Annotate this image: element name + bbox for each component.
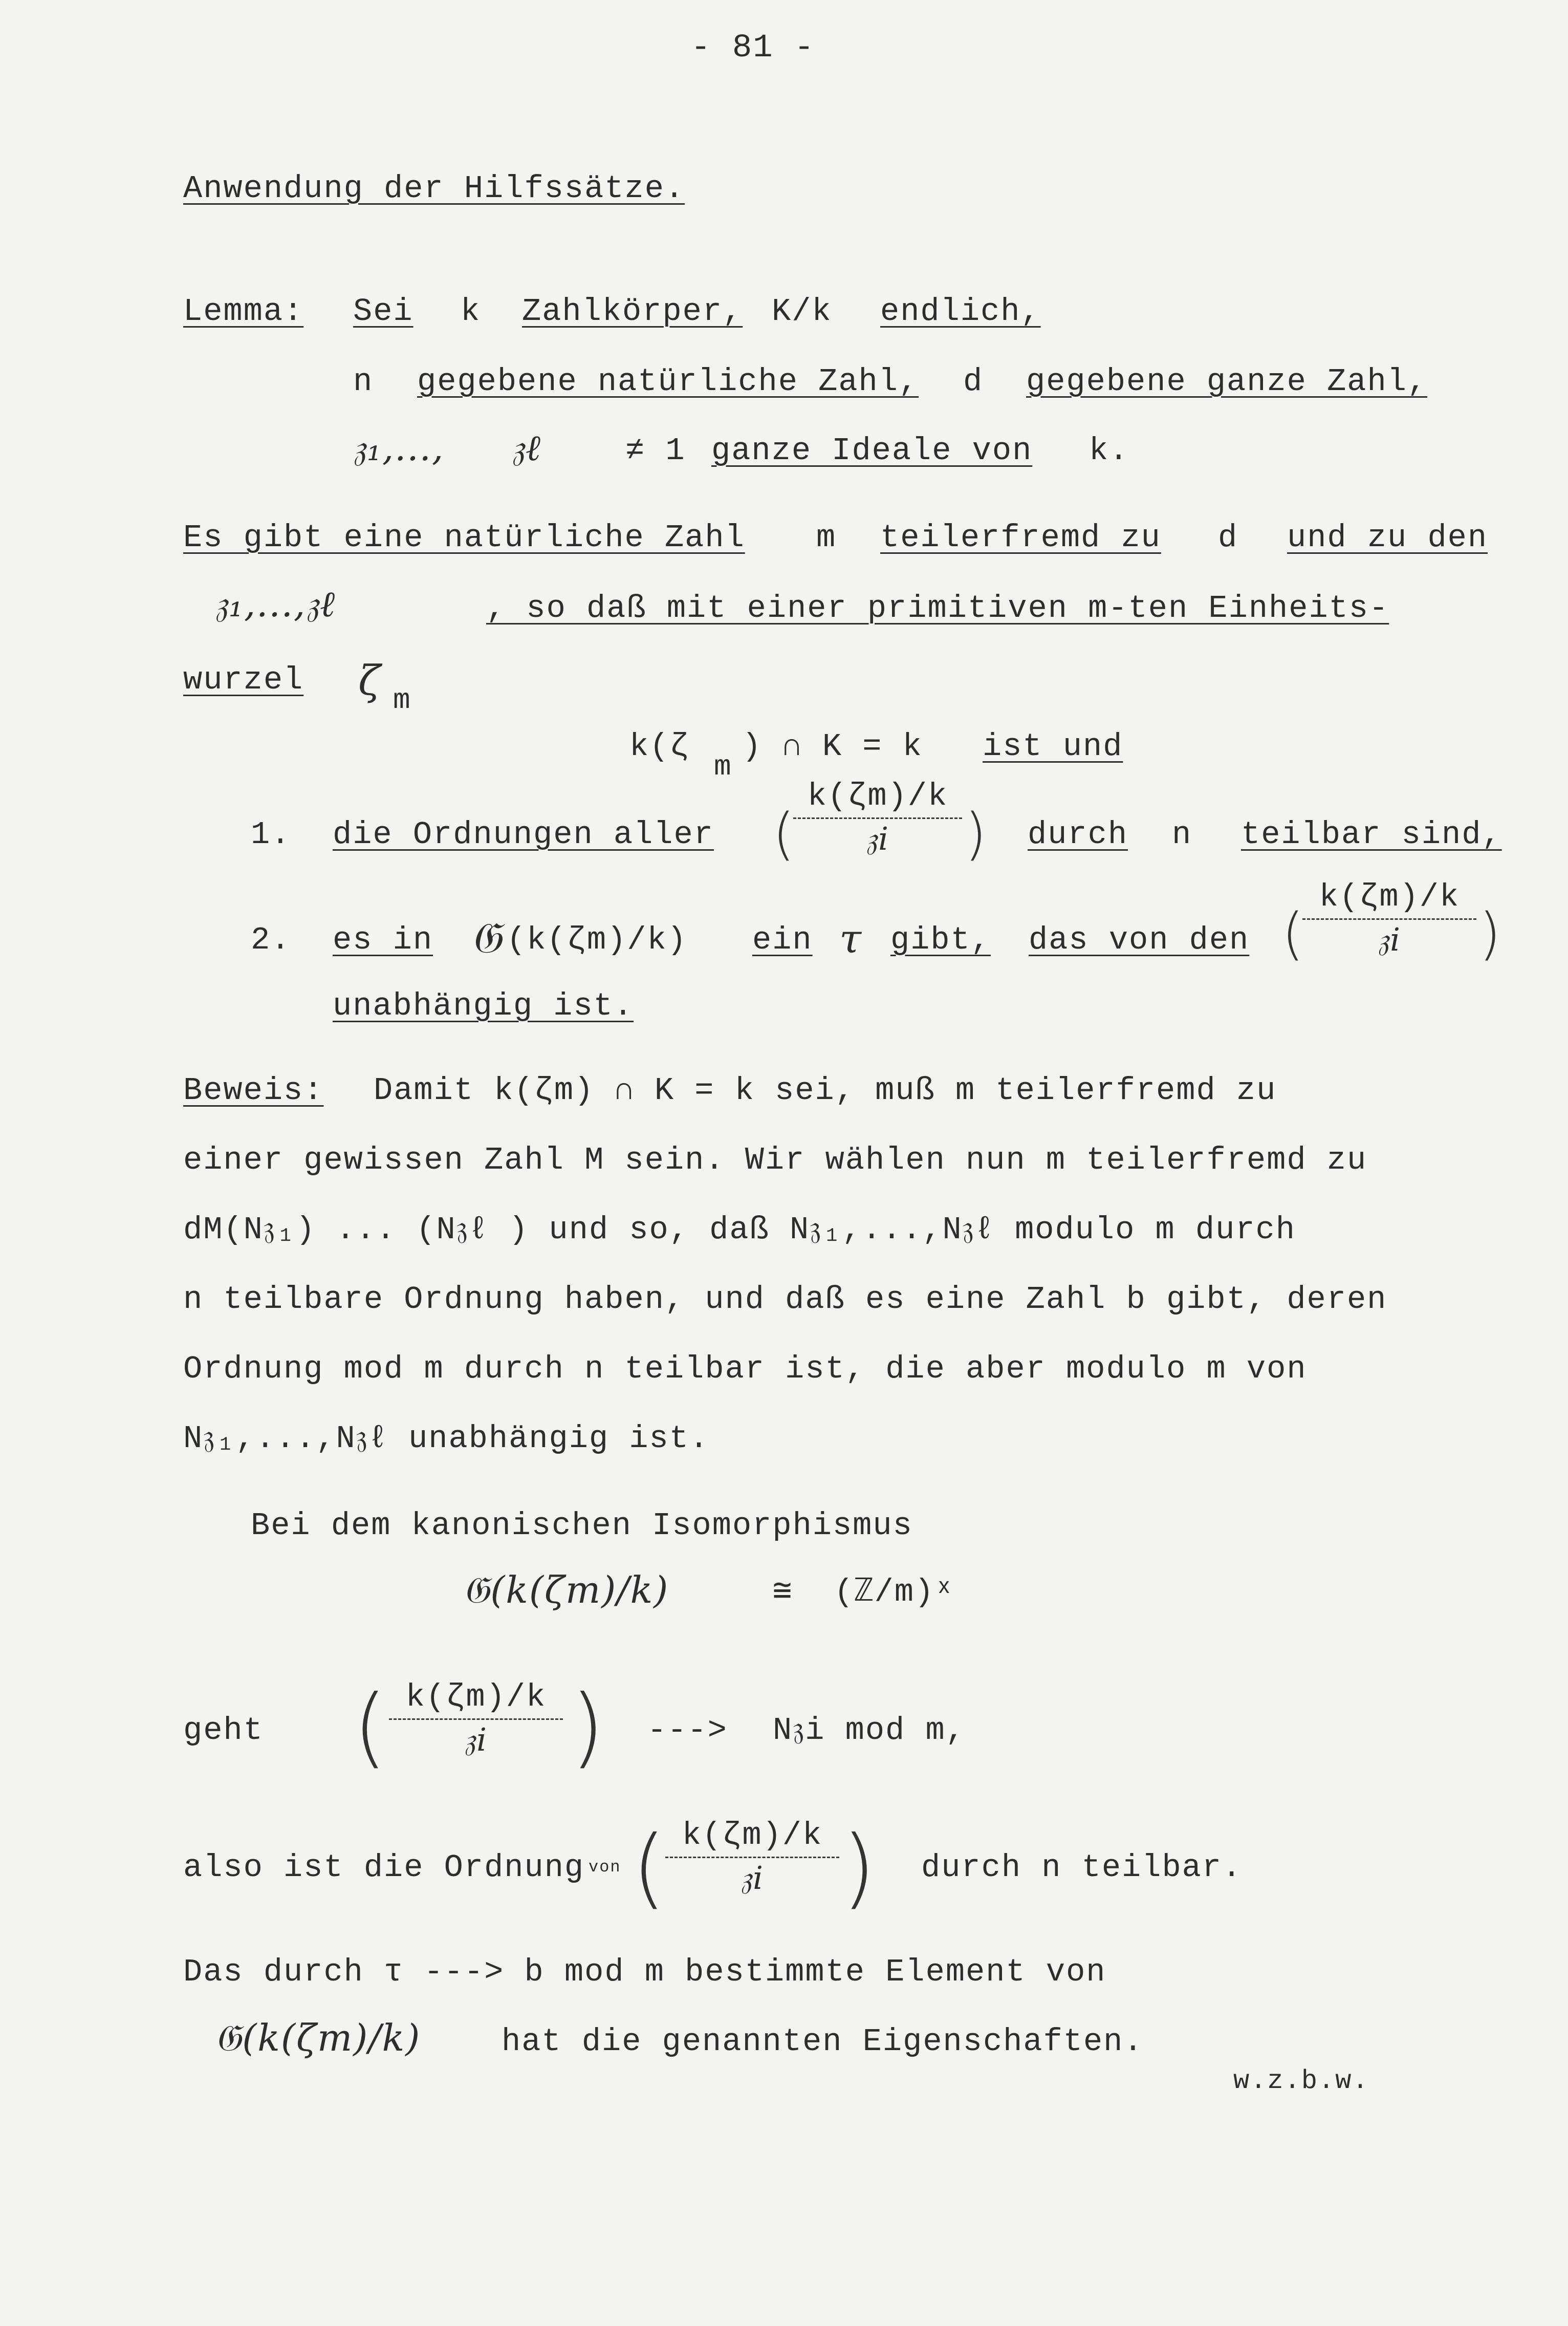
lemma-d: d <box>963 363 984 400</box>
item-2-es-in: es in <box>333 922 433 958</box>
zeta-subscript: m <box>393 684 411 717</box>
cap-expr-left: k(ζ <box>629 728 690 765</box>
lemma-ideale: ganze Ideale von <box>711 433 1033 469</box>
item-1-text: die Ordnungen aller <box>333 816 714 853</box>
also-durch-teilbar: durch n teilbar. <box>921 1849 1243 1886</box>
das-durch-line: Das durch τ ---> b mod m bestimmte Element von <box>183 1954 1106 1990</box>
iso-symbol: ≅ <box>773 1574 793 1610</box>
geht-paren-close: ) <box>571 1676 605 1778</box>
lemma-k-end: k. <box>1089 433 1129 469</box>
item-2-number: 2. <box>251 922 291 958</box>
item-1-frac-num: k(ζm)/k <box>807 778 948 814</box>
lemma-gegebene-ganz: gegebene ganze Zahl, <box>1026 363 1428 400</box>
iso-right: (ℤ/m)ˣ <box>834 1574 955 1610</box>
also-paren-open: ( <box>632 1817 666 1919</box>
proof-label: Beweis: <box>183 1072 324 1109</box>
geht-maps-to: N𝔷i mod m, <box>773 1712 966 1749</box>
iso-intro: Bei dem kanonischen Isomorphismus <box>251 1507 913 1544</box>
proof-line-5: Ordnung mod m durch n teilbar ist, die aber modulo m von <box>183 1351 1307 1387</box>
item-1-teilbar: teilbar sind, <box>1241 816 1502 853</box>
proof-line-6: N𝔷₁,...,N𝔷ℓ unabhängig ist. <box>183 1420 710 1457</box>
proof-line-3: dM(N𝔷₁) ... (N𝔷ℓ ) und so, daß N𝔷₁,...,N𝔷ℓ modulo m durch <box>183 1212 1296 1248</box>
item-2-frac-num: k(ζm)/k <box>1319 879 1460 915</box>
item-1-frac-den: 𝔷i <box>866 820 889 857</box>
also-frac-num: k(ζm)/k <box>682 1817 823 1854</box>
also-paren-close: ) <box>842 1817 876 1919</box>
lemma-endlich: endlich, <box>880 293 1041 330</box>
geht-label: geht <box>183 1712 264 1749</box>
final-galois: 𝔊(k(ζm)/k) <box>215 2016 421 2059</box>
statement-wurzel: wurzel <box>183 662 304 698</box>
item-1-paren-close: ) <box>965 801 987 867</box>
cap-expr-right: ) ∩ K = k <box>742 728 923 765</box>
geht-frac-num: k(ζm)/k <box>405 1679 547 1715</box>
proof-line-1: Damit k(ζm) ∩ K = k sei, muß m teilerfremd zu <box>374 1072 1277 1109</box>
lemma-ideals-list: 𝔷₁,..., <box>353 427 445 469</box>
lemma-ideal-last: 𝔷ℓ <box>512 427 542 469</box>
item-2-tau: τ <box>839 916 863 962</box>
also-frac-den: 𝔷i <box>741 1859 764 1897</box>
geht-arrow: ---> <box>647 1712 728 1749</box>
item-2-gibt: gibt, <box>890 922 991 958</box>
also-frac-bar <box>665 1857 839 1858</box>
item-2-paren-close: ) <box>1479 901 1501 966</box>
lemma-k: k <box>461 293 481 330</box>
zeta-symbol: ζ <box>358 657 382 704</box>
geht-paren-open: ( <box>353 1676 387 1778</box>
item-2-unabhaengig: unabhängig ist. <box>333 988 634 1024</box>
iso-left: 𝔊(k(ζm)/k) <box>463 1568 669 1611</box>
lemma-kk: K/k <box>772 293 832 330</box>
also-text: also ist die Ordnung <box>183 1849 585 1886</box>
item-2-paren-open: ( <box>1282 901 1304 966</box>
geht-frac-bar <box>389 1718 563 1720</box>
statement-m: m <box>816 520 837 556</box>
proof-line-4: n teilbare Ordnung haben, und daß es eine Zahl b gibt, deren <box>183 1281 1387 1318</box>
also-fraction <box>665 1817 839 1897</box>
statement-es-gibt: Es gibt eine natürliche Zahl <box>183 520 745 556</box>
final-text: hat die genannten Eigenschaften. <box>502 2023 1144 2060</box>
lemma-label: Lemma: <box>183 293 304 330</box>
item-2-galois-symbol: 𝔊 <box>471 913 503 963</box>
geht-fraction <box>389 1679 563 1758</box>
lemma-zahlkoerper: Zahlkörper, <box>522 293 743 330</box>
item-2-das-von: das von den <box>1029 922 1250 958</box>
statement-und-zu: und zu den <box>1287 520 1488 556</box>
item-1-paren-open: ( <box>773 801 795 867</box>
qed-mark: w.z.b.w. <box>1233 2066 1369 2096</box>
lemma-not-one: ≠ 1 <box>625 433 686 469</box>
item-2-fraction <box>1302 881 1476 956</box>
item-1-number: 1. <box>251 816 291 853</box>
statement-so-dass: , so daß mit einer primitiven m-ten Einheits- <box>486 590 1389 627</box>
statement-ideals: 𝔷₁,...,𝔷ℓ <box>215 583 336 625</box>
lemma-gegebene-nat: gegebene natürliche Zahl, <box>417 363 919 400</box>
ist-und: ist und <box>983 728 1123 765</box>
page-number: - 81 - <box>691 30 815 67</box>
section-heading: Anwendung der Hilfssätze. <box>183 170 685 207</box>
proof-line-2: einer gewissen Zahl M sein. Wir wählen nun m teilerfremd zu <box>183 1142 1367 1178</box>
item-2-frac-bar <box>1302 918 1476 920</box>
lemma-n: n <box>353 363 374 400</box>
lemma-sei: Sei <box>353 293 413 330</box>
item-2-ein: ein <box>752 922 813 958</box>
item-1-n: n <box>1172 816 1192 853</box>
also-von: von <box>589 1858 621 1877</box>
item-1-fraction <box>793 778 962 857</box>
item-1-durch: durch <box>1028 816 1128 853</box>
cap-expr-sub: m <box>714 750 732 783</box>
geht-frac-den: 𝔷i <box>464 1721 488 1758</box>
item-2-frac-den: 𝔷i <box>1378 921 1401 958</box>
statement-d: d <box>1218 520 1238 556</box>
item-2-galois-arg: (k(ζm)/k) <box>507 922 687 958</box>
statement-teilerfremd: teilerfremd zu <box>880 520 1161 556</box>
item-1-frac-bar <box>793 817 962 819</box>
